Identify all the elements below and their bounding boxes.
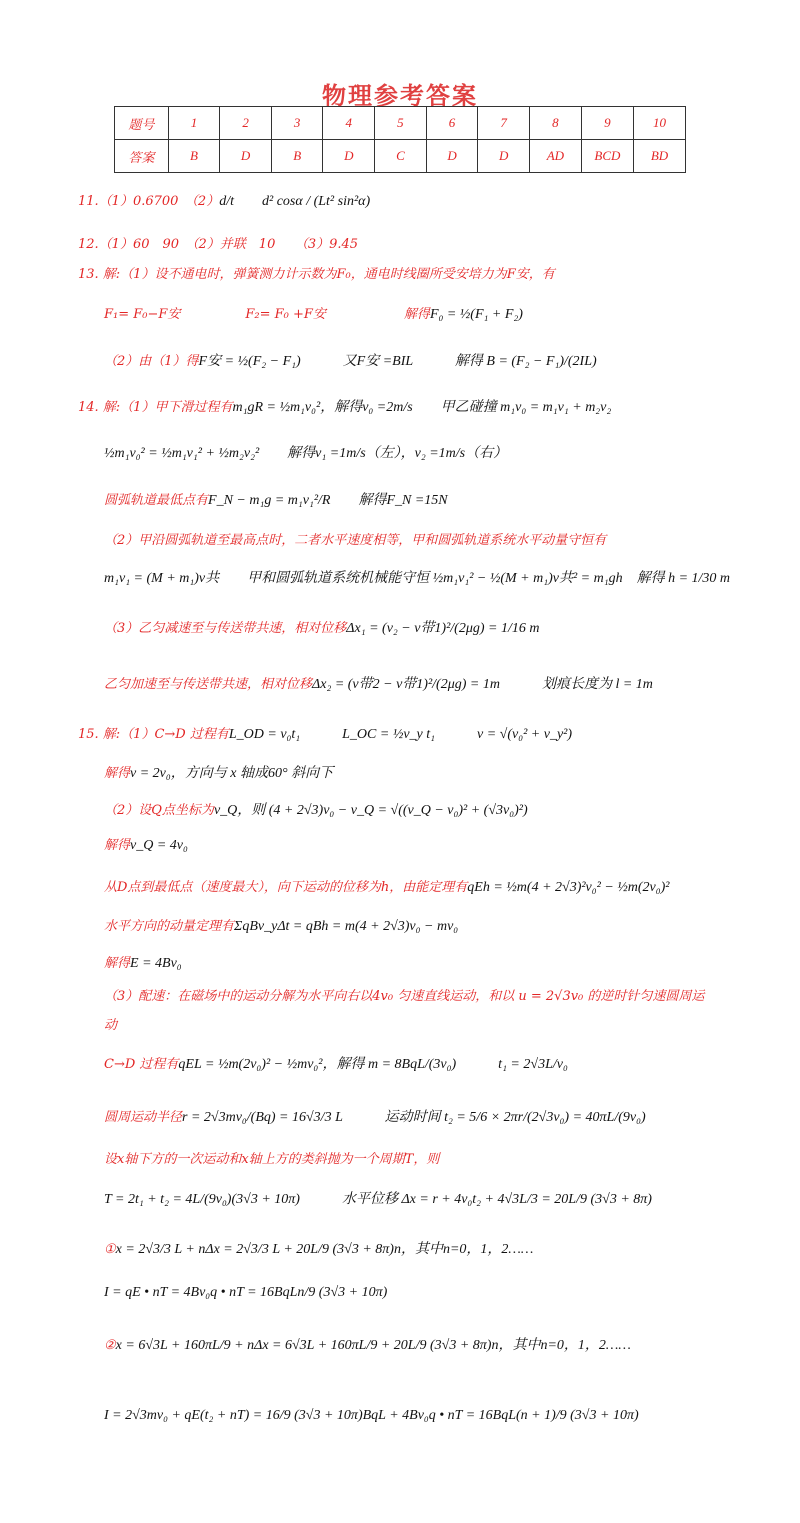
line-formula: Δx₁ = (v₂ − v带1)²/(2μg) = 1/16 m bbox=[346, 621, 540, 636]
row-label-answer: 答案 bbox=[115, 140, 169, 173]
line-formula: ΣqBv_yΔt = qBh = m(4 + 2√3)v₀ − mv₀ bbox=[234, 919, 459, 934]
solution-line bbox=[104, 617, 539, 637]
solution-line bbox=[104, 1014, 117, 1034]
line-text: 设x轴下方的一次运动和x轴上方的类斜抛为一个周期T，则 bbox=[104, 1152, 440, 1167]
solution-line bbox=[104, 303, 523, 323]
line-formula: I = qE • nT = 4Bv₀q • nT = 16BqLn/9 (3√3 + 10π) bbox=[104, 1285, 388, 1300]
line-formula: qEL = ½m(2v₀)² − ½mv₀²，解得 m = 8BqL/(3v₀) t₁ = 2√3L/v₀ bbox=[178, 1057, 568, 1072]
line-text: （2）由（1）得 bbox=[104, 354, 199, 369]
line-formula: v = 2v₀，方向与 x 轴成60° 斜向下 bbox=[130, 766, 334, 781]
line-formula: F_N − m₁g = m₁v₁²/R 解得F_N =15N bbox=[208, 493, 448, 508]
solution-line bbox=[104, 762, 333, 782]
table-cell: D bbox=[323, 140, 375, 173]
solution-line bbox=[104, 834, 188, 854]
line-formula: T = 2t₁ + t₂ = 4L/(9v₀)(3√3 + 10π) 水平位移 Δx = r + 4v₀t₂ + 4√3L/3 = 20L/9 (3√3 + 8π) bbox=[104, 1192, 652, 1207]
solution-line bbox=[104, 1285, 387, 1301]
line-text: 水平方向的动量定理有 bbox=[104, 919, 235, 934]
table-cell: 9 bbox=[581, 107, 633, 140]
table-cell: C bbox=[375, 140, 427, 173]
line-text: F₁= F₀−F安 F₂= F₀ +F安 解得 bbox=[104, 307, 430, 322]
line-text: 解得 bbox=[104, 838, 131, 853]
table-cell: 4 bbox=[323, 107, 375, 140]
line-formula: I = 2√3mv₀ + qE(t₂ + nT) = 16/9 (3√3 + 10π)BqL + 4Bv₀q • nT = 16BqL(n + 1)/9 (3√3 + 10π) bbox=[104, 1408, 639, 1423]
table-cell: D bbox=[426, 140, 478, 173]
table-cell: 6 bbox=[426, 107, 478, 140]
line-formula: E = 4Bv₀ bbox=[130, 956, 182, 971]
table-cell: 8 bbox=[529, 107, 581, 140]
line-formula: d/t d² cosα / (Lt² sin²α) bbox=[219, 194, 371, 209]
line-text: 从D点到最低点（速度最大），向下运动的位移为h，由能定理有 bbox=[104, 880, 468, 895]
line-text: 12.（1）60 90 （2）并联 10 （3）9.45 bbox=[78, 237, 359, 252]
solution-line bbox=[104, 529, 606, 549]
line-text: 解得 bbox=[104, 956, 131, 971]
line-text: 圆周运动半径 bbox=[104, 1110, 183, 1125]
solution-line bbox=[78, 396, 611, 416]
table-cell: AD bbox=[529, 140, 581, 173]
answer-table bbox=[114, 106, 686, 173]
line-formula: F₀ = ½(F₁ + F₂) bbox=[429, 307, 523, 322]
solution-line bbox=[104, 1334, 631, 1354]
table-cell: BD bbox=[634, 140, 686, 173]
line-text: 13. 解:（1）设不通电时，弹簧测力计示数为F₀，通电时线圈所受安培力为F安，有 bbox=[78, 267, 555, 282]
line-text: C→D 过程有 bbox=[104, 1057, 179, 1072]
solution-line bbox=[104, 673, 653, 693]
table-cell: BCD bbox=[581, 140, 633, 173]
line-formula: ½m₁v₀² = ½m₁v₁² + ½m₂v₂² 解得v₁ =1m/s（左），v₂ =1m/s（右） bbox=[104, 446, 508, 461]
solution-line bbox=[104, 1106, 646, 1126]
table-row bbox=[115, 140, 686, 173]
line-formula: Δx₂ = (v带2 − v带1)²/(2μg) = 1m 划痕长度为 l = 1m bbox=[312, 677, 653, 692]
line-formula: m₁v₁ = (M + m₁)v共 甲和圆弧轨道系统机械能守恒 ½m₁v₁² − ½(M + m₁)v共² = m₁gh 解得 h = 1/30 m bbox=[104, 571, 731, 586]
table-cell: D bbox=[220, 140, 272, 173]
line-formula: x = 6√3L + 160πL/9 + nΔx = 6√3L + 160πL/9 + 20L/9 (3√3 + 8π)n，其中n=0，1，2…… bbox=[115, 1338, 631, 1353]
solution-line bbox=[104, 1188, 652, 1208]
line-formula: r = 2√3mv₀/(Bq) = 16√3/3 L 运动时间 t₂ = 5/6 × 2πr/(2√3v₀) = 40πL/(9v₀) bbox=[182, 1110, 646, 1125]
table-cell: 5 bbox=[375, 107, 427, 140]
line-formula: x = 2√3/3 L + nΔx = 2√3/3 L + 20L/9 (3√3 + 8π)n，其中n=0，1，2…… bbox=[115, 1242, 534, 1257]
line-formula: m₁gR = ½m₁v₀²，解得v₀ =2m/s 甲乙碰撞 m₁v₀ = m₁v₁ + m₂v₂ bbox=[232, 400, 612, 415]
line-text: ② bbox=[104, 1338, 116, 1353]
line-text: 乙匀加速至与传送带共速，相对位移 bbox=[104, 677, 313, 692]
table-cell: 3 bbox=[271, 107, 323, 140]
solution-line bbox=[104, 567, 730, 587]
solution-line bbox=[104, 350, 597, 370]
table-cell: 2 bbox=[220, 107, 272, 140]
solution-line bbox=[104, 1148, 439, 1168]
line-text: 14. 解:（1）甲下滑过程有 bbox=[78, 400, 233, 415]
solution-line bbox=[104, 985, 704, 1005]
solution-line bbox=[104, 489, 448, 509]
solution-line bbox=[104, 442, 507, 462]
line-formula: v_Q = 4v₀ bbox=[130, 838, 188, 853]
line-text: 解得 bbox=[104, 766, 131, 781]
line-text: 动 bbox=[104, 1018, 118, 1033]
line-text: （2）设Q点坐标为 bbox=[104, 803, 214, 818]
solution-line bbox=[104, 1053, 568, 1073]
line-text: （3）配速：在磁场中的运动分解为水平向右以4v₀ 匀速直线运动，和以 u = 2√3v₀ 的逆时针匀速圆周运 bbox=[104, 989, 705, 1004]
solution-line bbox=[78, 723, 572, 743]
line-text: 11.（1）0.6700 （2） bbox=[78, 194, 220, 209]
solution-line bbox=[78, 190, 370, 210]
page-title: 物理参考答案 bbox=[322, 81, 478, 110]
line-formula: F安 = ½(F₂ − F₁) 又F安 =BIL 解得 B = (F₂ − F₁)/(2IL) bbox=[198, 354, 597, 369]
line-text: （3）乙匀减速至与传送带共速，相对位移 bbox=[104, 621, 347, 636]
row-label-number: 题号 bbox=[115, 107, 169, 140]
solution-line bbox=[104, 915, 458, 935]
table-cell: B bbox=[271, 140, 323, 173]
table-cell: D bbox=[478, 140, 530, 173]
line-formula: L_OD = v₀t₁ L_OC = ½v_y t₁ v = √(v₀² + v_y²) bbox=[228, 727, 573, 742]
line-formula: v_Q，则 (4 + 2√3)v₀ − v_Q = √((v_Q − v₀)² + (√3v₀)²) bbox=[213, 803, 528, 818]
solution-line bbox=[104, 1238, 533, 1258]
solution-line bbox=[104, 952, 182, 972]
line-text: 圆弧轨道最低点有 bbox=[104, 493, 209, 508]
solution-line bbox=[104, 876, 670, 896]
line-text: ① bbox=[104, 1242, 116, 1257]
table-row bbox=[115, 107, 686, 140]
line-formula: qEh = ½m(4 + 2√3)²v₀² − ½m(2v₀)² bbox=[467, 880, 670, 895]
table-cell: 10 bbox=[634, 107, 686, 140]
solution-line bbox=[78, 233, 358, 253]
solution-line bbox=[104, 1408, 639, 1424]
line-text: （2）甲沿圆弧轨道至最高点时，二者水平速度相等，甲和圆弧轨道系统水平动量守恒有 bbox=[104, 533, 607, 548]
line-text: 15. 解:（1）C→D 过程有 bbox=[78, 727, 229, 742]
solution-line bbox=[78, 263, 555, 283]
solution-line bbox=[104, 799, 528, 819]
table-cell: B bbox=[168, 140, 220, 173]
table-cell: 7 bbox=[478, 107, 530, 140]
table-cell: 1 bbox=[168, 107, 220, 140]
